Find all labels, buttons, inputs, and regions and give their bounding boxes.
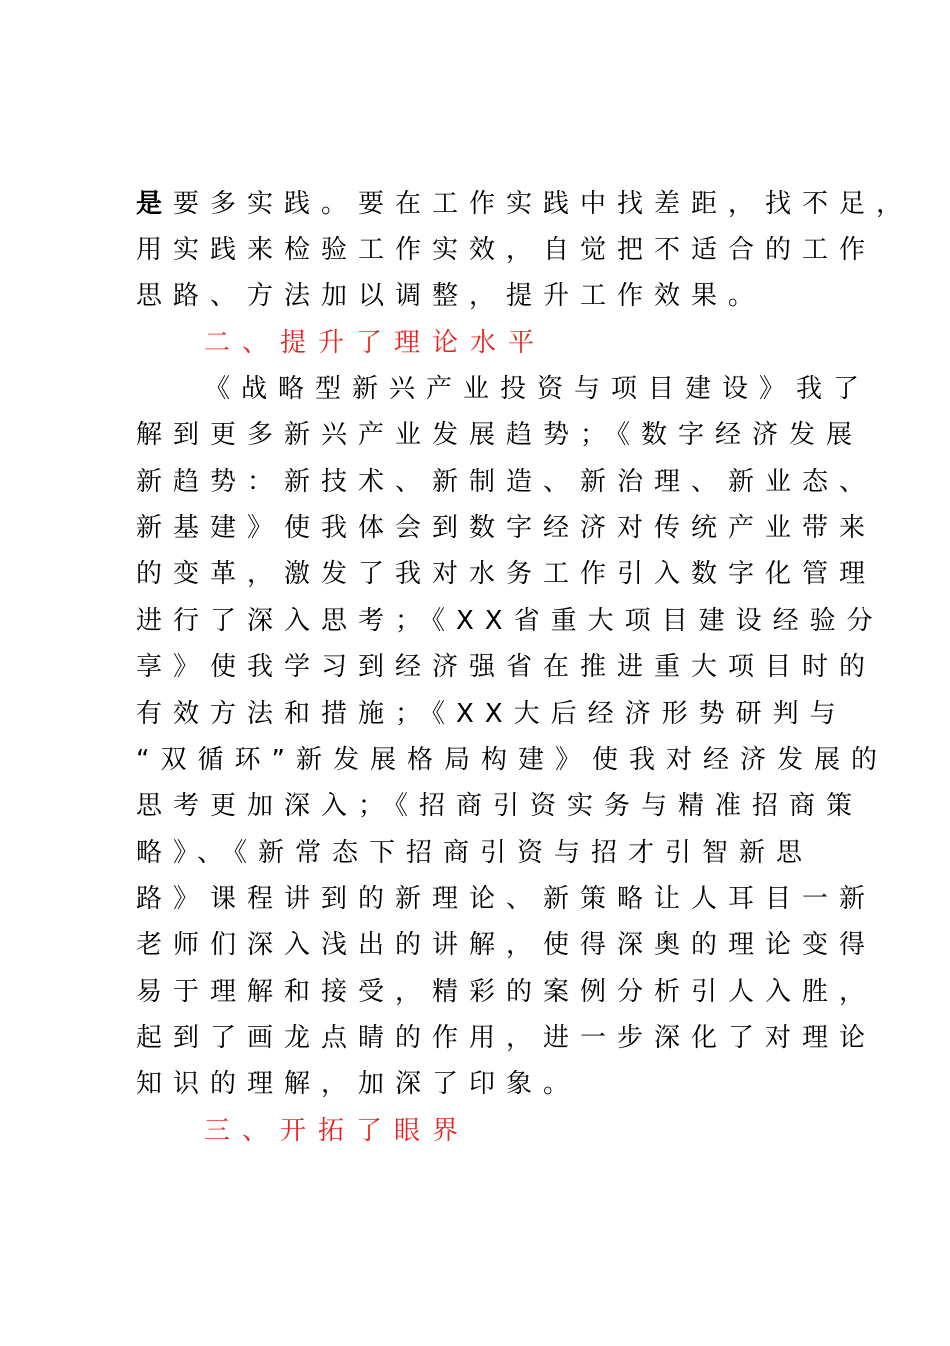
paragraph-line: 易于理解和接受，精彩的案例分析引人入胜， bbox=[136, 977, 877, 1007]
paragraph-line: 思考更加深入；《招商引资实务与精准招商策 bbox=[136, 791, 864, 821]
paragraph-line: 新基建》使我体会到数字经济对传统产业带来 bbox=[136, 513, 877, 543]
paragraph-line: 知识的理解，加深了印象。 bbox=[136, 1069, 581, 1099]
paragraph-line: 解到更多新兴产业发展趋势；《数字经济发展 bbox=[136, 420, 864, 450]
paragraph-line: 享》使我学习到经济强省在推进重大项目时的 bbox=[136, 652, 877, 682]
paragraph-line: 的变革，激发了我对水务工作引入数字化管理 bbox=[136, 559, 877, 589]
section-heading: 二、提升了理论水平 bbox=[204, 328, 547, 358]
paragraph-line: 路》课程讲到的新理论、新策略让人耳目一新 bbox=[136, 884, 877, 914]
paragraph-line: 老师们深入浅出的讲解，使得深奥的理论变得 bbox=[136, 930, 877, 960]
paragraph-text: 要多实践。要在工作实践中找差距，找不足， bbox=[173, 189, 914, 219]
paragraph-line: 新趋势：新技术、新制造、新治理、新业态、 bbox=[136, 467, 877, 497]
paragraph-lead: 是 bbox=[136, 189, 174, 219]
paragraph-line: “双循环”新发展格局构建》使我对经济发展的 bbox=[136, 745, 888, 775]
paragraph-line: 起到了画龙点睛的作用，进一步深化了对理论 bbox=[136, 1023, 877, 1053]
paragraph-line: 用实践来检验工作实效，自觉把不适合的工作 bbox=[136, 235, 877, 265]
section-heading: 三、开拓了眼界 bbox=[204, 1116, 471, 1146]
paragraph-line: 略》、《新常态下招商引资与招才引智新思 bbox=[136, 838, 814, 868]
paragraph-line bbox=[136, 181, 913, 227]
paragraph-line: 进行了深入思考；《XX省重大项目建设经验分 bbox=[136, 606, 884, 636]
paragraph-line: 《战略型新兴产业投资与项目建设》我了 bbox=[204, 374, 871, 404]
paragraph-line: 思路、方法加以调整，提升工作效果。 bbox=[136, 281, 766, 311]
paragraph-line: 有效方法和措施；《XX大后经济形势研判与 bbox=[136, 699, 847, 729]
